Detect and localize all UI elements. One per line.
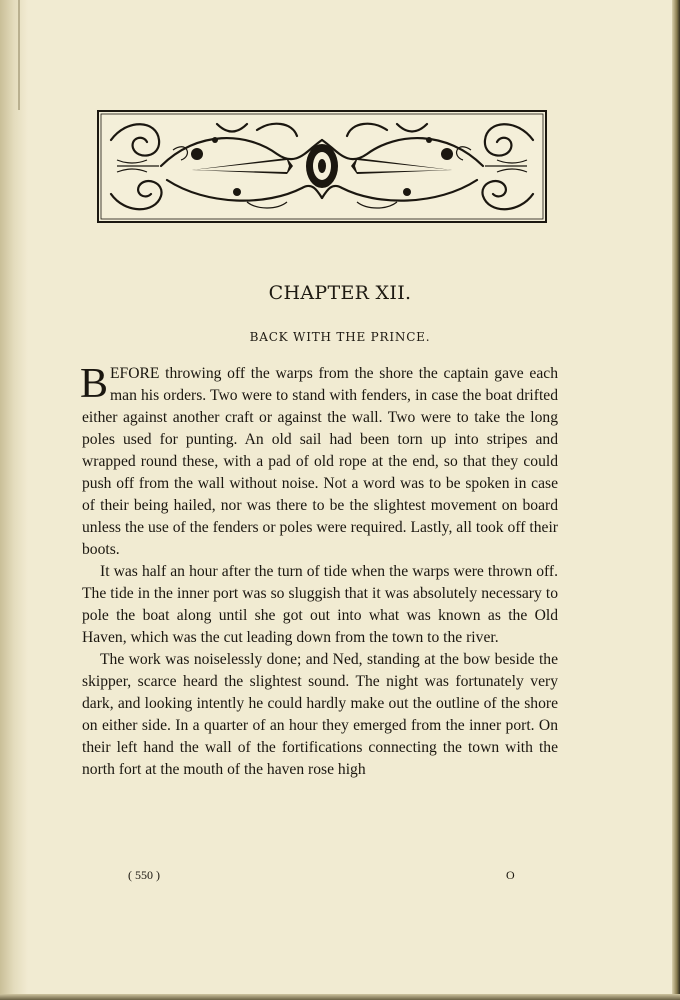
page-edge-right (672, 0, 680, 1000)
paragraph: The work was noiselessly done; and Ned, standing at the bow beside the skipper, scarce heard the slightest sound. The night was fortunately very dark, and looking intently he could hardly make out the outline of the shore on either side. In a quarter of an hour they emerged from the inner port. On their left hand the wall of the fortifications connecting the town with the north fort at the mouth of the haven rose high (82, 651, 558, 778)
chapter-title: CHAPTER XII. (268, 282, 412, 304)
signature-mark: O (506, 868, 515, 882)
page-number: ( 550 ) (128, 868, 160, 882)
paragraph-text: EFORE throwing off the warps from the shore the captain gave each man his orders. Two were to stand with fenders, in case the boat drifted either against another craft or against the wall. Two were to take the long poles used for punting. An old sail had been torn up into stripes and wrapped round these, with a pad of old rope at the end, so that they could push off from the wall without noise. Not a word was to be spoken in case of their being hailed, nor was there to be the slightest movement on board unless the use of the fenders or poles were required. Lastly, all took off their boots. (82, 365, 558, 558)
page-edge-bottom (0, 994, 680, 1000)
decorative-headpiece-ornament (97, 110, 547, 223)
gutter-line (18, 0, 20, 110)
drop-cap: B (80, 361, 109, 407)
page-footer (0, 868, 680, 884)
chapter-body (82, 363, 558, 781)
gutter-shadow (0, 0, 28, 1000)
paragraph: It was half an hour after the turn of tide when the warps were thrown off. The tide in the inner port was so sluggish that it was absolutely necessary to pole the boat along until she got out into what was known as the Old Haven, which was the cut leading down from the town to the river. (82, 563, 558, 646)
chapter-subtitle: BACK WITH THE PRINCE. (249, 330, 431, 344)
paragraph (82, 363, 558, 561)
